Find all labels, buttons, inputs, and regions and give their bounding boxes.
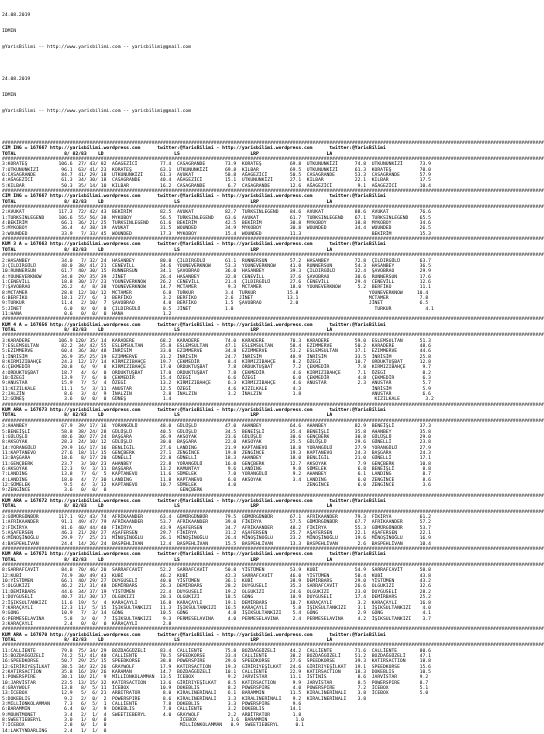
horse-row: 1:TURKSINLEGEND 106.6 55/ 56/ 38 MYKOBOY 56.5 TURKSINLEGEND 63.6 AVUKAT 61.7 TURKSINLEGEND 67.1 TURKSINLEGEND 65.5	[2, 215, 431, 221]
horse-row: 6:ÇEKMEDİR 20.8 6/ 9/ 8 KIRMIZIBAHÇE 17.0 ORDUKTUŞBAT 7.8 ORDUKTUŞBAT 7.2 ÇEKMEDİR 7.8 KIRMIZIBAHÇE 9.7	[2, 365, 431, 371]
column-header: TOTAL 8/ 82/83 LD LS LRP LA	[2, 557, 333, 563]
horse-row: 1:POWERSPIRE 30.1 10/ 21/ 9 MİLLİONKOLAMMAN 13.5 İCEBOX 9.2 JARVİSTAR 11.1 İSTİNİS 8.6 JARVİSTAR 9.2	[2, 675, 429, 681]
horse-row: 1:CENEVİLL 18.8 30/ 17/ 23 YOUNEVERKNOW 26.2 CENEVİLL 21.4 ÇILDIRGÜLÜ 27.6 CENEVİLL 29.4 CENEVİLL 12.6	[2, 279, 431, 285]
horse-row: 9:TURKUR 11.4 2/ 10/ 7 ŞAVOBRAO 4.0 BERFİKO 1.5 ŞAVOBRAO 2.0 JİNET 6.5	[2, 301, 429, 307]
horse-row: 9:GONG 10.9 7/ 3/ 14 GONG 10.5 GONG 4.8 İŞIKSULTANKIZI 5.4 GONG 2.9 GONG 4.1	[2, 611, 431, 617]
horse-row: 8:KIRMIZIBAHÇE 24.3 12/ 17/ 14 KIRMIZIBAHÇE 19.7 ÇEKMEDİR 8.4 KIRMIZIBAHÇE 8.2 ÖZEGİ 10.7 ORDUKTUŞBAT 12.8	[2, 360, 431, 366]
section-separator: ################################################################################################################################################################################################	[2, 509, 544, 515]
horse-row: 2:KATIRSACTION 35.8 16/ 19/ 26 KARAMAN 14.7 BOZDAĞGÜZELİ 10.1 CALLİENTE 22.9 KATIRSACTION 18.3 DOKEBLIS 10.5	[2, 669, 431, 675]
horse-row: 4:ORDUKTUŞBAT 18.7 4/ 6/ 0 ORDUKTUŞBAT 17.0 ORDUKTUŞBAT 7.8 ÇEKMEDİR 4.6 KIRMIZIBAHÇE 7.1 ÖZEGİ 8.2	[2, 370, 431, 376]
blank-line	[2, 61, 526, 66]
horse-row: 9:MOUNTMONET 3.4 2/ 1/ 4 SWEETIEBERYL 4.0 GRAYWOLF 2.2 ARBİTRATOR 1.8	[2, 712, 302, 718]
horse-row: 16:SPEEDKORSE 50.7 29/ 25/ 15 SPEEDKORSE 38.8 POWERSPIRE 29.6 SPEEDKORSE 27.6 SPEEDKORSE 39.3 KATIRSACTION 18.8	[2, 659, 431, 665]
report-credit-repeat: @YarisBilimi -- http://www.yarisbilimi.com -- yarisbilimi@gmail.com	[2, 108, 192, 114]
horse-row: 6:PERMESELAVINA 5.8 3/ 0/ 7 İŞIKSULTANKIZI 9.3 PERMESELAVINA 4.0 PERMESELAVINA 2.4 PERMESELAVINA 4.2 İŞIKSULTANKIZI 3.7	[2, 616, 431, 622]
horse-row: 13:BAŞGARA 18.6 8/ 17/ 20 GÜNELLİ 22.8 GÜNELLİ 18.3 AHANBEY 18.0 BENLİGİL 21.0 GÜNELLİ 17.1	[2, 456, 431, 462]
section-separator: ################################################################################################################################################################################################	[2, 547, 544, 553]
horse-row: 10:ÖZEGİ 13.9 7/ 6/ 0 ÇEKMEDİR 15.4 ÖZEGİ 6.6 ÖZEGİ 6.0 ÇEKMEDİR 4.8 ÇEKMEDİR 6.3	[2, 376, 431, 382]
horse-row: 3:ÇILDIRGÜLÜ 48.0 38/ 41/ 21 CENEVİLL 34.6 YOUNEVERKNOW 53.3 YOUNEVERKNOW 41.0 RUNNERSUN 54.3 HASANBEY 36.5	[2, 263, 431, 269]
section-separator: ################################################################################################################################################################################################	[2, 189, 544, 195]
horse-row: 11:DEMİRBARS 44.6 34/ 37/ 19 YİSTÜMEN 22.4 DUYGUSELİ 19.2 OLGUKIZI 24.6 OLGUKIZI 23.0 DUYGUSELİ 28.2	[2, 589, 431, 595]
report-date-repeat: 24.08.2019	[2, 76, 31, 82]
column-header: TOTAL 8/ 82/83 LD LS LRP LA	[2, 504, 333, 510]
horse-row: 12:KUBİ 74.9 30/ 49/ 43 KUBİ 46.2 KUBİ 42.3 SARRAFCAVİT 46.0 YİSTÜMEN 50.4 KUBİ 43.8	[2, 573, 431, 579]
column-header: TOTAL 8/ 82/83 LD LS LRP LA	[2, 199, 333, 205]
horse-row: 10:YİSTÜMEN 66.1 40/ 29/ 27 DUYGUSELİ 40.0 YİSTÜMEN 36.1 KUBİ 38.9 DEMİRBARS 29.0 YİSTÜMEN 43.2	[2, 579, 431, 585]
horse-row: 11:CALLİENTE 79.8 75/ 34/ 29 BOZDAĞGÜZELİ 83.4 CALLİENTE 75.8 BOZDAĞGÜZELİ 44.2 CALLİENTE 71.6 CALLİENTE 80.6	[2, 648, 431, 654]
horse-row: 5:KILBAR 50.3 35/ 14/ 10 KILBAR 16.2 CASAGRANDE 6.7 CASAGRANDE 12.6 AĞAGEZİCİ 9.1 AĞAGEZİCİ 10.4	[2, 183, 431, 189]
horse-row: 5:DOKEBLIS 9.2 2/ 0/ 2 POWERSPIRE 8.6 KIRALINERİNALI 3.3 KIRALINERİNALI 9.2 KIRALINERİNALI 3.8	[2, 696, 367, 702]
horse-row: 5:OLGUKIZI 46.2 21/ 31/ 48 DEMİRBARS 26.3 DEMİRBARS 28.2 DUYGUSELİ 35.3 SARRAFCAVİT 26.6 OLGUKIZI 32.6	[2, 584, 431, 590]
column-header: TOTAL 8/ 82/83 LD LS LRP LA	[2, 247, 333, 253]
race-info-line: CIM ING = 167667 http://yarisbilimi.wordpress.com twitter:@YarisBilimi - http://yarisbilimi.wordpress.com twitter:@YarisBilimi	[2, 194, 386, 200]
horse-row: 4:BEKİRİM 66.1 36/ 21/ 25 TURKSINLEGEND 61.6 BEKİRİM 42.5 BEKİRİM 30.8 MYKOBOY 38.8 MYKOBOY 34.6	[2, 221, 431, 227]
horse-row: 14:LAKTYNDARLING 2.4 1/ 1/ 0	[2, 728, 107, 734]
column-header: TOTAL 8/ 82/83 LD LS LRP LA	[2, 413, 333, 419]
section-separator: ################################################################################################################################################################################################	[2, 643, 544, 649]
horse-row: 1:AFRİKAANDER 91.1 49/ 47/ 79 AFRİKAANDER 53.7 AFRİKAANDER 39.0 FİKİRYA 57.5 GÜMÜRGÜNBÜR 67.7 AFRİKAANDER 57.2	[2, 520, 431, 526]
horse-row: 3:KORATEŞ 106.6 27/ 43/ 82 AĞAGEZİCİ 77.4 CASAGRANDE 73.9 KORATEŞ 69.8 UTKUNUNKİZİ 74.8 UTKUNUNKİZİ 73.9	[2, 162, 431, 168]
horse-row: 3:MILLİONKOLAMMAN 7.3 6/ 5/ 1 CALLİENTE 7.8 DOKEBLIS 3.3 POWERSPIRE 9.6	[2, 702, 302, 708]
horse-row: 12:GÜNEŞ 3.6 0/ 0/ 0 GÜNEŞ 1.4 KIZILKALE 3.2	[2, 397, 434, 403]
horse-row: 13:İCEBOX 12.9 5/ 6/ 21 ARBITRATOR 8.0 KIRALINERİNALI 6.1 BARAMMIN 11.5 KIRALINERİNALI 3.8 İCEBOX 5.0	[2, 691, 429, 697]
horse-row: 14:YORANGÜLÜ 29.9 16/ 17/ 16 BENLİGİL 27.6 LANDING 21.9 KAPTANEVO 18.8 YORANGÜLÜ 27.9 YORANGÜLÜ 27.9	[2, 445, 431, 451]
horse-row: 6:MİNOŞİNOĞLU 29.9 7/ 25/ 21 MİNOŞİNOĞLU 26.1 MİNOŞİNOĞLU 26.4 MİNOŞİNOĞLU 23.2 MİNOŞİNOĞLU 19.6 MİNOŞİNOĞLU 16.9	[2, 536, 431, 542]
horse-row: 6:BERFİKO 18.1 27/ 6/ 3 BERFİKO 3.2 BERFİKO 2.6 JİNET 13.1 MCTAMER 7.8	[2, 295, 429, 301]
horse-row: 2:HASANBEY 34.0 7/ 32/ 24 HASANBEY 80.0 ÇILDIRGÜLÜ 61.1 RUNNERSUN 57.2 HASANBEY 72.8 ÇILDIRGÜLÜ 63.7	[2, 258, 431, 264]
section-separator: ################################################################################################################################################################################################	[2, 418, 544, 424]
report-credit: @YarisBilimi -- http://www.yarisbilimi.com -- yarisbilimi@gmail.com	[2, 44, 192, 50]
horse-row: 15:BOZDAĞGÜZELİ 74.2 51/ 41/ 40 CALLİENTE 70.5 SPEEDKORSE 33.4 CALLİENTE 38.2 BOZDAĞGÜZELİ 51.2 BOZDAĞGÜZELİ 47.1	[2, 653, 431, 659]
race-info-line: KUM ARA = 167672 http://yarisbilimi.wordpress.com twitter:@YarisBilimi - http://yarisbilimi.wordpress.com twitter:@YarisBilimi	[2, 498, 386, 504]
report-date: 24.08.2019	[2, 12, 31, 18]
section-separator: ################################################################################################################################################################################################	[2, 627, 544, 633]
horse-row: 1:DUYGUSELİ 40.7 31/ 30/ 17 OLGUKIZI 20.3 OLGUKIZI 18.5 GONG 10.9 DUYGUSELİ 17.4 DEMİRBARS 25.2	[2, 595, 431, 601]
horse-row: 11:KIZILKALE 11.1 5/ 3/ 11 ANUSTAR 12.5 ÖZEGİ 4.6 KIZILKALE 4.3 İNRİSİM 5.9	[2, 386, 431, 392]
horse-row: 4:YOUNEVERKNOW 34.8 29/ 35/ 39 JİNET 26.4 HASANBEY 32.8 CENEVİLL 37.6 ŞAVOBRAO 30.6 RUNNERSUN 17.6	[2, 274, 431, 280]
column-header: TOTAL 8/ 82/83 LD LS LRP LA	[2, 637, 333, 643]
section-separator: ################################################################################################################################################################################################	[2, 205, 544, 211]
horse-row: 3:KARAÇAYLI 2.4 0/ 0/ 0 KARAÇAYLI 2.8	[2, 621, 172, 627]
race-info-line: KUM 3 A = 167663 http://yarisbilimi.wordpress.com twitter:@YarisBilimi - http://yarisbilimi.wordpress.com twitter:@YarisBilimi	[2, 242, 386, 248]
horse-row: 7:ESLEMSULTAN 82.2 34/ 42/ 55 ESLEMSULTAN 35.8 ESLEMSULTAN 47.1 ESLEMSULTAN 58.4 EZIMMERVE 50.2 KARADERE 48.6	[2, 344, 431, 349]
horse-row: 2:JALZİN 8.6 3/ 4/ 9 İNALZIN 2.8 İNALZIN 3.2 İNALZIN 1.8 ANUSTAR 6.6	[2, 392, 431, 398]
horse-row: 4:BASPEHLİVAN 24.4 14/ 26/ 24 BASPEHLİVAN 12.4 BASPEHLİVAN 15.5 BASPEHLİVAN 13.3 BASPEHLİVAN 2.6 BASPEHLİVAN 10.4	[2, 541, 431, 547]
section-separator: ################################################################################################################################################################################################	[2, 237, 544, 243]
section-separator: ################################################################################################################################################################################################	[2, 140, 544, 146]
horse-row: 8:AKSOYAK 28.3 24/ 10/ 12 GÜLÜŞLÜ 30.0 BAŞGARA 22.0 AKSOYAK 25.5 GÜLÜŞLÜ 29.6 GÜNELLİ 23.8	[2, 440, 431, 446]
horse-row: 3:KARADERE 106.9 120/ 35/ 14 KARADERE 68.2 KARADERE 74.0 KARADERE 70.3 KARADERE 59.0 ESLEMSULTAN 51.3	[2, 338, 431, 344]
horse-row: 6:CASAGRANDE 84.7 41/ 29/ 18 UTKUNUNKİZİ 61.3 AVUKAT 58.8 AĞAGEZİCİ 50.5 CASAGRANDE 53.3 CASAGRANDE 57.9	[2, 173, 431, 178]
horse-row: 6:BARAMMIN 6.4 0/ 3/ 9 DOKEBLIS 7.8 CALLİENTE 3.2 DOKEBLIS 14.1	[2, 707, 302, 713]
horse-row: 10:JARVİSTAR 23.5 13/ 15/ 32 KATIRSACTION 13.6 GİRİRIYEŞİLKAT 8.5 KATIRSACTION 9.9 JARVİSTAR 8.5 POWERSPIRE 8.7	[2, 680, 429, 686]
section-separator: ################################################################################################################################################################################################	[2, 317, 544, 323]
horse-row: 2:FİKİRYA 81.6 40/ 44/ 40 FİKİRYA 43.9 AŞAFERSEN 34.7 AFRİKAANDER 48.2 FİKİRYA 55.3 GÜMÜRGÜNBÜR 53.7	[2, 525, 431, 531]
horse-row: 2:İŞIKSULTANKIZI 11.6 19/ 5/ 4 KARAÇAYLI 16.8 KARAÇAYLI 19.1 DEMİRBARS 10.7 KARAÇAYLI 3.2 KARAÇAYLI 16.8	[2, 600, 431, 606]
race-info-line: KUM ARA = 167670 http://yarisbilimi.wordpress.com twitter:@YarisBilimi - http://yarisbilimi.wordpress.com twitter:@YarisBilimi	[2, 632, 386, 638]
horse-row: 12:GİRİRIYEŞİLKAT 38.5 34/ 32/ 26 GRAYWOLF 17.9 KATIRSACTION 19.3 GİRİRIYEŞİLKAT 24.6 GİRİRIYEŞİLKAT 19.1 SPEEDKORSE 15.6	[2, 664, 431, 670]
horse-row: 4:GRAYWOLF 13.8 8/ 5/ 11 İCEBOX 10.9 DOKEBLIS 8.2 POWERSPIRE 4.0 POWERSPIRE 7.2 İCEBOX 5.1	[2, 686, 429, 691]
horse-row: 4:AĞAGEZİCİ 61.3 34/ 30/ 18 CASAGRANDE 40.4 AĞAGEZİCİ 15.1 UTKUNUNKİZİ 27.1 KILBAR 22.1 KILBAR 17.5	[2, 178, 431, 184]
results-document	[2, 2, 544, 734]
column-header: TOTAL 8/ 82/83 LD LS LRP LA	[2, 327, 333, 333]
horse-row: 7:ŞAVOBRAO 26.2 4/ 8/ 38 YOUNEVERKNOW 14.7 MCTAMER 9.3 MCTAMER 18.0 YOUNEVERKNOW 5.2 BERFİKO 11.1	[2, 285, 431, 291]
horse-row: 3:AHANBEY 67.9 39/ 17/ 16 YORANGÜLÜ 48.0 GÜLÜŞLÜ 47.0 AHANBEY 64.6 AHANBEY 82.9 BENEİŞLİ 37.3	[2, 424, 431, 430]
horse-row: 1:GÜLÜŞLÜ 48.6 30/ 27/ 24 BAŞGARA 36.9 AKSOYAK 23.6 GÜLÜŞLÜ 30.6 GENÇBERK 30.8 GÜLÜŞLÜ 29.0	[2, 434, 431, 440]
horse-row: 3:GÜMÜRGÜNBÜR 117.1 92/ 43/ 74 AFRİKAANDER 63.4 GÜMÜRGÜNBÜR 79.5 GÜMÜRGÜNBÜR 67.1 AFRİKAANDER 79.3 FİKİRYA 61.2	[2, 515, 431, 520]
horse-row: 2:AVUKAT 117.3 72/ 42/ 43 BEKİRİM 82.5 AVUKAT 82.7 TURKSINLEGEND 84.6 AVUKAT 88.6 AVUKAT 76.6	[2, 210, 431, 216]
horse-row: 8:SWEETIEBERYL 3.0 1/ 0/ 0 İCEBOX 1.6 BARAMMIN 1.0	[2, 718, 304, 724]
horse-row: 12:SÜMELEK 9.5 4/ 3/ 12 KAPTANEVO 10.7 SÜMELEK 4.0 ZENGİNCE 6.0 ZENGİNCE 3.6	[2, 482, 431, 488]
horse-row: 11:HANA 0.6 0/ 0/ 0 HANA 1.2	[2, 311, 172, 317]
section-separator: ################################################################################################################################################################################################	[2, 563, 544, 569]
horse-row: 8:MCTAMER 28.8 12/ 10/ 12 MCTAMER 6.8 TURKUR 3.4 TURKUR 15.8 YOUNEVERKNOW 10.4	[2, 290, 429, 296]
horse-row: 3:WOUNDED 33.9 7/ 33/ 45 WOUNDED 17.3 MYKOBOY 15.4 WOUNDED 11.3 BEKİRİM 15.3	[2, 231, 431, 237]
race-sections	[2, 140, 544, 734]
horse-row: 7:İCEBOX 2.8 0/ 1/ 0 MİLLİONKOLAMMAN 0.9 SWEETIEBERYL 0.1	[2, 723, 304, 729]
horse-row: 5:MYKOBOY 36.4 4/ 38/ 19 AVUKAT 31.5 WOUNDED 34.9 MYKOBOY 30.8 WOUNDED 34.4 WOUNDED 26.5	[2, 226, 431, 232]
report-name-repeat: IDMIN	[2, 92, 17, 98]
horse-row: 8:SARRAFCAVİT 84.8 70/ 46/ 20 SARRAFCAVİT 52.2 SARRAFCAVİT 50.8 YİSTÜMEN 53.9 KUBİ 54.9 SARRAFCAVİT 50.8	[2, 568, 431, 574]
horse-row: 10:RUNNERSUN 61.7 40/ 30/ 15 RUNNERSUN 34.1 ŞAVOBRAO 36.0 HASANBEY 39.3 ÇILDIRGÜLÜ 32.4 ŞAVOBRAO 29.9	[2, 269, 431, 275]
race-info-line: KUM ARA = 167673 http://yarisbilimi.wordpress.com twitter:@YarisBilimi - http://yarisbilimi.wordpress.com twitter:@YarisBilimi	[2, 408, 386, 414]
blank-line	[2, 125, 526, 130]
column-header: TOTAL 8/ 82/83 LD LS LRP LA	[2, 151, 333, 157]
horse-row: 1:İNRİSİM 26.9 35/ 25/ 19 EZIMMERVE 31.2 İNRİSİM 24.7 İNRİSİM 48.9 İNRİSİM 33.5 İNRİSİM 25.8	[2, 354, 431, 360]
section-separator: ################################################################################################################################################################################################	[2, 253, 544, 259]
race-info-line: CIM ING = 167667 http://yarisbilimi.wordpress.com twitter:@YarisBilimi - http://yarisbilimi.wordpress.com twitter:@YarisBilimi	[2, 146, 386, 152]
section-separator: ################################################################################################################################################################################################	[2, 156, 544, 162]
horse-row: 7:LANDING 13.8 7/ 6/ 5 KAPTANEVO 11.6 SÜMELEK 7.0 YORANGÜLÜ 9.2 AHANBEY 6.1 LANDING 8.7	[2, 472, 431, 478]
horse-row: 5:JİNET 6.0 8/ 0/ 0 ÇILDIRGÜLÜ 0.5 JİNET 1.0 TURKUR 4.1	[2, 306, 434, 312]
section-separator: ################################################################################################################################################################################################	[2, 493, 544, 499]
section-separator: ################################################################################################################################################################################################	[2, 333, 544, 339]
horse-row: 5:BENEİŞLİ 58.8 38/ 24/ 28 GÜLÜŞLÜ 40.5 GÜLÜŞLÜ 34.5 BENEİŞLİ 35.4 BENEİŞLİ 35.8 AHANBEY 35.8	[2, 429, 431, 435]
horse-row: 7:UTKUNUNKİZİ 96.1 63/ 41/ 23 KORATEŞ 63.1 UTKUNUNKİZİ 69.8 KILBAR 69.5 UTKUNUNKİZİ 61.3 KORATEŞ 70.0	[2, 167, 431, 173]
horse-row: 9:ZENGİNCE 3.6 0/ 0/ 0 GENÇBERK	[2, 488, 203, 494]
horse-row: 4:LANDING 18.0 4/ 7/ 30 LANDING 11.8 KAPTANEVO 6.0 AKSOYAK 3.4 LANDING 6.0 ZENGİNCE 8.6	[2, 477, 431, 483]
horse-row: 5:EZIMMERVE 60.4 36/ 30/ 48 İNRİSİM 33.0 EZIMMERVE 34.8 EZIMMERVE 53.2 ESLEMSULTAN 37.1 EZIMMERVE 44.6	[2, 349, 431, 355]
horse-row: 7:KARAÇAYLI 12.3 11/ 5/ 15 İŞIKSULTANKIZI 11.3 İŞIKSULTANKIZI 16.5 KARAÇAYLI 5.8 İŞIKSULTANKIZI 3.1 İŞIKSULTANKIZI 4.0	[2, 605, 431, 611]
horse-row: 11:KAPTANEVO 27.6 18/ 11/ 15 GENÇBERK 27.1 ZENGİNCE 19.8 ZENGİNCE 19.3 KAPTANEVO 24.3 BAŞGARA 24.3	[2, 450, 431, 456]
horse-row: 6:AKSOYAK 12.3 9/ 3/ 11 BAŞGARA 13.2 KAMUNTAY 9.6 LANDING 9.8 SÜMELEK 6.8 BENEİŞLİ 8.8	[2, 466, 431, 472]
report-name: IDMIN	[2, 28, 17, 34]
race-info-line: KUM ARA = 167671 http://yarisbilimi.wordpress.com twitter:@YarisBilimi - http://yarisbilimi.wordpress.com twitter:@YarisBilimi	[2, 552, 386, 558]
horse-row: 9:ANUSTAR 15.9 7/ 5/ 4 ÖZEGİ 13.2 KIRMIZIBAHÇE 6.3 KIRMIZIBAHÇE 4.6 ANUSTAR 2.3 ANUSTAR 5.7	[2, 381, 431, 387]
horse-row: 5:AŞAFERSEN 46.3 21/ 28/ 27 AŞAFERSEN 29.7 FİKİRYA 31.2 AŞAFERSEN 25.7 AŞAFERSEN 22.1 AŞAFERSEN 22.1	[2, 531, 431, 537]
horse-row: 11:GENÇBERK 23.7 3/ 10/ 23 AHANBEY 22.8 YORANGÜLÜ 16.0 GENÇBERK 12.7 AKSOYAK 7.9 GENÇBERK 10.8	[2, 461, 431, 467]
section-separator: ################################################################################################################################################################################################	[2, 402, 544, 408]
race-info-line: KUM 4 A = 167656 http://yarisbilimi.wordpress.com twitter:@YarisBilimi - http://yarisbilimi.wordpress.com twitter:@YarisBilimi	[2, 322, 386, 328]
